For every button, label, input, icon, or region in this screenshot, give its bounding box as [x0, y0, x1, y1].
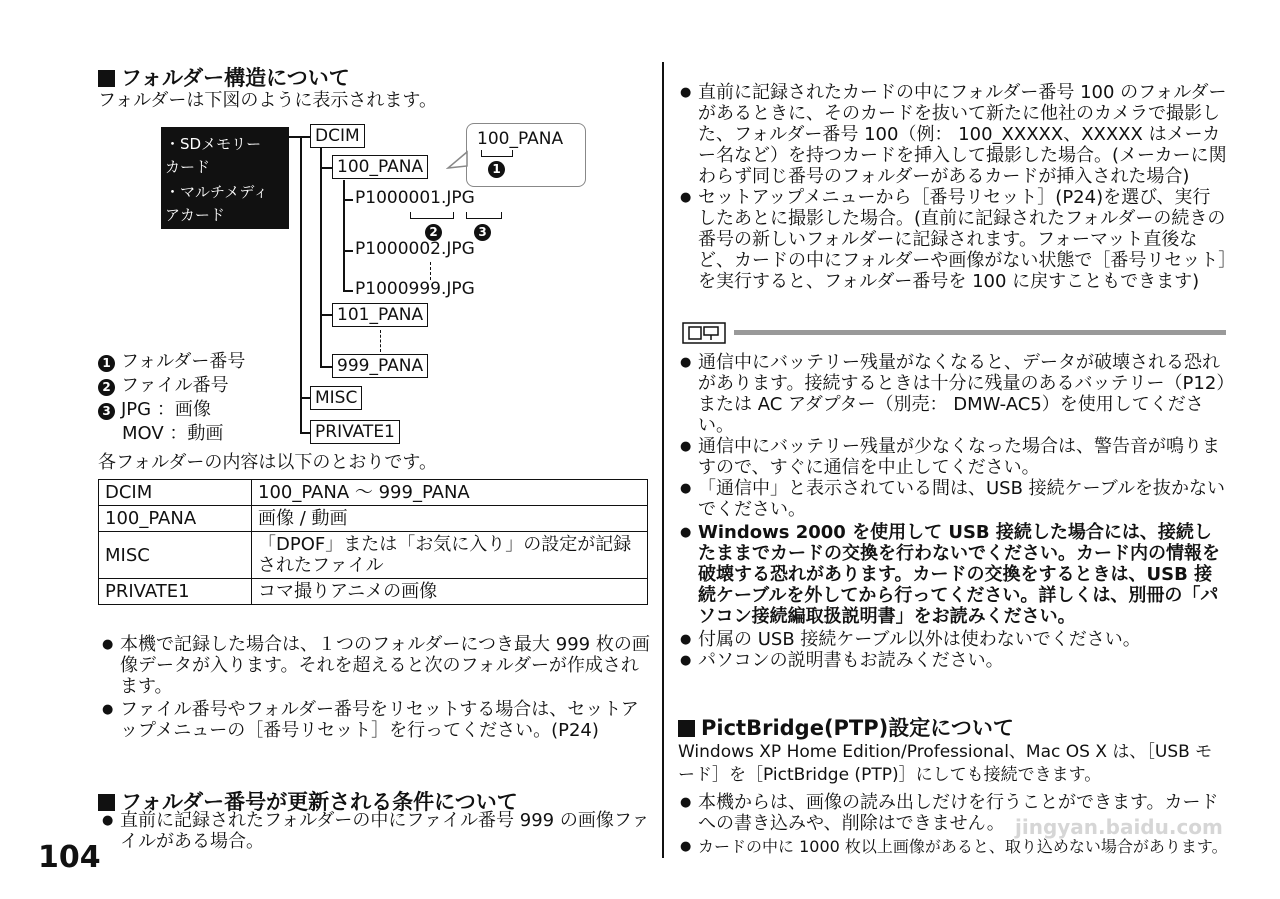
note-header — [682, 322, 1226, 344]
note-rule — [734, 330, 1226, 335]
list-item: ● 通信中にバッテリー残量が少なくなった場合は、警告音が鳴りますので、すぐに通信を中止してください。 — [680, 436, 1228, 478]
column-divider — [662, 62, 664, 858]
list-item: ● 本機で記録した場合は、１つのフォルダーにつき最大 999 枚の画像データが入ります。それを超えると次のフォルダーが作成されます。 — [102, 634, 650, 697]
callout-pointer — [446, 150, 470, 174]
note-icon — [682, 322, 726, 344]
section-heading-pictbridge: PictBridge(PTP)設定について — [678, 712, 1014, 742]
table-row: PRIVATE1 コマ撮りアニメの画像 — [99, 579, 648, 605]
watermark: jingyan.baidu.com — [1015, 815, 1223, 839]
legend-item: 2 ファイル番号 — [98, 374, 245, 398]
legend-item: 1 フォルダー番号 — [98, 350, 245, 374]
folder-private: PRIVATE1 — [310, 420, 400, 444]
list-item: ● 直前に記録されたフォルダーの中にファイル番号 999 の画像ファイルがある場合。 — [102, 810, 650, 852]
media-box — [161, 127, 289, 229]
table-intro: 各フォルダーの内容は以下のとおりです。 — [98, 452, 437, 473]
intro-text: フォルダーは下図のように表示されます。 — [98, 90, 437, 111]
legend-item: 3 JPG ：画像 — [98, 398, 245, 422]
folder-misc: MISC — [310, 386, 362, 410]
callout-marker-3: 3 — [474, 224, 491, 241]
folder-999-pana: 999_PANA — [332, 354, 428, 378]
folder-dcim: DCIM — [310, 124, 365, 148]
section-heading-folder-structure: フォルダー構造について — [98, 62, 350, 92]
table-row: DCIM 100_PANA ～ 999_PANA — [99, 480, 648, 506]
pictbridge-text: Windows XP Home Edition/Professional、Mac OS X は、［USB モード］を［PictBridge (PTP)］にしても接続できます。 — [678, 742, 1213, 785]
note-bullets — [680, 352, 1228, 671]
black-square-icon — [98, 794, 115, 811]
folder-101-pana: 101_PANA — [332, 303, 428, 327]
callout-marker-1: 1 — [488, 161, 505, 178]
file-p1000999: P1000999.JPG — [355, 279, 475, 299]
table-row: MISC 「DPOF」または「お気に入り」の設定が記録されたファイル — [99, 532, 648, 579]
right-top-bullets — [680, 82, 1228, 292]
list-item: ● 付属の USB 接続ケーブル以外は使わないでください。 — [680, 629, 1228, 650]
list-item: ● 通信中にバッテリー残量がなくなると、データが破壊される恐れがあります。接続するときは十分に残量のあるバッテリー（P12）または AC アダプター（別売： DMW-AC5）を使用してください。 — [680, 352, 1228, 436]
folder-100-pana: 100_PANA — [332, 155, 428, 179]
media-mmc: ・マルチメディアカード — [165, 183, 269, 224]
file-p1000002: P1000002.JPG — [355, 239, 475, 259]
callout-bubble — [466, 123, 586, 187]
section-heading-folder-update: フォルダー番号が更新される条件について — [98, 786, 518, 816]
legend — [98, 350, 245, 446]
media-sd: ・SDメモリーカード — [165, 135, 262, 176]
list-item: ● 「通信中」と表示されている間は、USB 接続ケーブルを抜かないでください。 — [680, 478, 1228, 520]
list-item: ● 本機からは、画像の読み出しだけを行うことができます。カードへの書き込みや、削除はできません。 — [680, 792, 1228, 834]
list-item-bold: ● Windows 2000 を使用して USB 接続した場合には、接続したままでカードの交換を行わないでください。カード内の情報を破壊する恐れがあります。カードの交換をするときは、USB 接続ケーブルを外してから行ってください。詳しくは、別冊の「パソコン接続編取扱説明書」をお読みください。 — [680, 522, 1228, 627]
black-square-icon — [678, 720, 695, 737]
left-bullets — [102, 634, 650, 741]
callout-marker-2: 2 — [425, 224, 442, 241]
table-row: 100_PANA 画像 / 動画 — [99, 506, 648, 532]
list-item: ● パソコンの説明書もお読みください。 — [680, 650, 1228, 671]
list-item: ● カードの中に 1000 枚以上画像があると、取り込めない場合があります。 — [680, 836, 1228, 857]
list-item: ● セットアップメニューから［番号リセット］(P24)を選び、実行したあとに撮影した場合。(直前に記録されたフォルダーの続きの番号の新しいフォルダーに記録されます。フォーマット直後など、カードの中にフォルダーや画像がない状態で［番号リセット］を実行すると、フォルダー番号を 100 に戻すこともできます) — [680, 187, 1228, 292]
file-p1000001: P1000001.JPG — [355, 188, 475, 208]
list-item: ● 直前に記録されたカードの中にフォルダー番号 100 のフォルダーがあるときに、そのカードを抜いて新たに他社のカメラで撮影した、フォルダー番号 100（例： 100_XXXXX、XXXXX はメーカー名など）を持つカードを挿入して撮影した場合。(メーカーに関わらず同じ番号のフォルダーがあるカードが挿入された場合) — [680, 82, 1228, 187]
list-item: ● ファイル番号やフォルダー番号をリセットする場合は、セットアップメニューの［番号リセット］を行ってください。(P24) — [102, 699, 650, 741]
update-bullets — [102, 810, 650, 852]
page-number: 104 — [38, 840, 101, 875]
callout-label: 100_PANA — [477, 129, 564, 149]
legend-mov: MOV ：動画 — [122, 423, 224, 444]
folder-table — [98, 479, 648, 605]
black-square-icon — [98, 70, 115, 87]
